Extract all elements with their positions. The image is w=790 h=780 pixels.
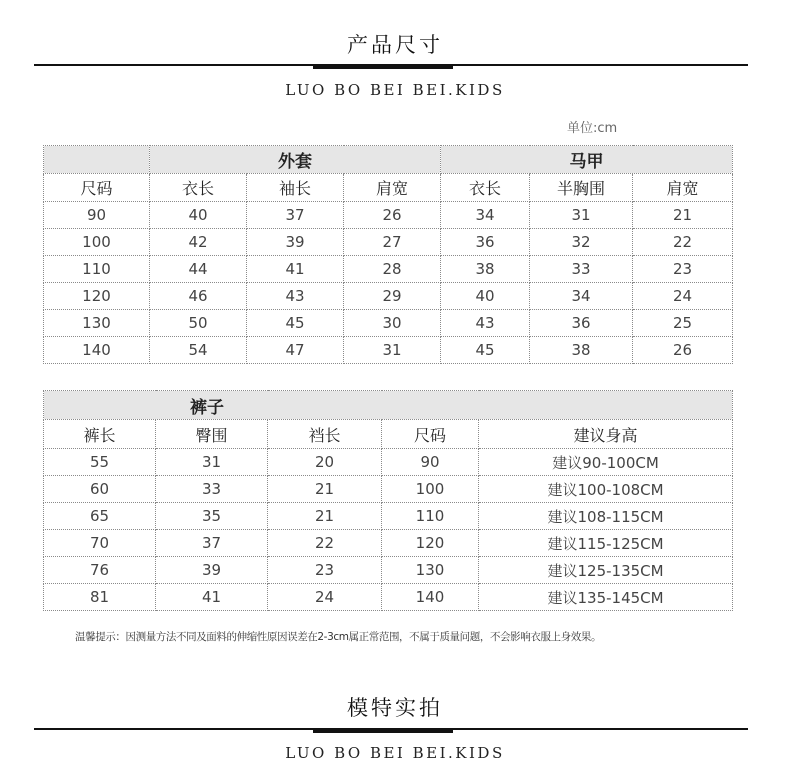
column-header: 裤长 bbox=[44, 420, 156, 449]
table-row bbox=[44, 503, 733, 530]
column-header: 衣长 bbox=[441, 174, 530, 202]
table-cell: 42 bbox=[150, 229, 247, 256]
table-cell: 38 bbox=[441, 256, 530, 283]
table-row bbox=[44, 557, 733, 584]
table-cell: 90 bbox=[44, 202, 150, 229]
table-cell: 41 bbox=[156, 584, 268, 611]
table-cell: 130 bbox=[382, 557, 479, 584]
table-cell: 31 bbox=[344, 337, 441, 364]
column-header: 肩宽 bbox=[344, 174, 441, 202]
table-cell: 35 bbox=[156, 503, 268, 530]
column-header: 半胸围 bbox=[530, 174, 633, 202]
table-cell: 建议125-135CM bbox=[479, 557, 733, 584]
table-row bbox=[44, 229, 733, 256]
model-section-brand: LUO BO BEI BEI.KIDS bbox=[285, 744, 505, 762]
table-cell: 140 bbox=[44, 337, 150, 364]
table-cell: 22 bbox=[268, 530, 382, 557]
column-header: 衣长 bbox=[150, 174, 247, 202]
column-header: 肩宽 bbox=[633, 174, 733, 202]
table-cell: 39 bbox=[156, 557, 268, 584]
table-cell: 34 bbox=[530, 283, 633, 310]
table-cell: 23 bbox=[268, 557, 382, 584]
table-cell: 31 bbox=[530, 202, 633, 229]
table-row bbox=[44, 530, 733, 557]
table-cell: 32 bbox=[530, 229, 633, 256]
table-cell: 建议100-108CM bbox=[479, 476, 733, 503]
table-cell: 37 bbox=[247, 202, 344, 229]
table-cell: 29 bbox=[344, 283, 441, 310]
table-cell: 建议108-115CM bbox=[479, 503, 733, 530]
table-cell: 55 bbox=[44, 449, 156, 476]
table-cell: 46 bbox=[150, 283, 247, 310]
table-cell: 23 bbox=[633, 256, 733, 283]
table-cell: 60 bbox=[44, 476, 156, 503]
jacket-group-header: 外套 bbox=[150, 146, 441, 174]
table-cell: 44 bbox=[150, 256, 247, 283]
table-row bbox=[44, 476, 733, 503]
table-cell: 25 bbox=[633, 310, 733, 337]
table-cell: 21 bbox=[268, 503, 382, 530]
size-section-brand: LUO BO BEI BEI.KIDS bbox=[285, 81, 505, 99]
table-cell: 26 bbox=[633, 337, 733, 364]
corner-cell bbox=[44, 146, 150, 174]
table-cell: 39 bbox=[247, 229, 344, 256]
column-header: 裆长 bbox=[268, 420, 382, 449]
table-cell: 26 bbox=[344, 202, 441, 229]
table-cell: 43 bbox=[441, 310, 530, 337]
table-cell: 54 bbox=[150, 337, 247, 364]
table-row bbox=[44, 310, 733, 337]
table-row bbox=[44, 449, 733, 476]
table-row bbox=[44, 584, 733, 611]
table-cell: 21 bbox=[633, 202, 733, 229]
table-cell: 建议115-125CM bbox=[479, 530, 733, 557]
column-header-row bbox=[44, 420, 733, 449]
table-cell: 45 bbox=[441, 337, 530, 364]
pants-size-table bbox=[43, 390, 733, 611]
table-cell: 24 bbox=[633, 283, 733, 310]
table-cell: 100 bbox=[44, 229, 150, 256]
table-cell: 38 bbox=[530, 337, 633, 364]
table-cell: 36 bbox=[441, 229, 530, 256]
table-cell: 24 bbox=[268, 584, 382, 611]
column-header: 尺码 bbox=[44, 174, 150, 202]
table-cell: 110 bbox=[44, 256, 150, 283]
table-cell: 27 bbox=[344, 229, 441, 256]
table-cell: 建议90-100CM bbox=[479, 449, 733, 476]
group-header-row bbox=[44, 146, 733, 174]
model-section-title: 模特实拍 bbox=[347, 696, 443, 720]
table-cell: 28 bbox=[344, 256, 441, 283]
measurement-tip: 温馨提示：因测量方法不同及面料的伸缩性原因误差在2-3cm属正常范围，不属于质量问题，不会影响衣服上身效果。 bbox=[75, 631, 602, 643]
jacket-vest-size-table bbox=[43, 145, 733, 364]
pants-table-title: 裤子 bbox=[44, 391, 733, 420]
table-cell: 21 bbox=[268, 476, 382, 503]
table-cell: 建议135-145CM bbox=[479, 584, 733, 611]
table-cell: 100 bbox=[382, 476, 479, 503]
table-cell: 110 bbox=[382, 503, 479, 530]
pants-title-row bbox=[44, 391, 733, 420]
table-cell: 20 bbox=[268, 449, 382, 476]
table-cell: 31 bbox=[156, 449, 268, 476]
table-cell: 120 bbox=[44, 283, 150, 310]
table-cell: 30 bbox=[344, 310, 441, 337]
table-cell: 22 bbox=[633, 229, 733, 256]
table-row bbox=[44, 283, 733, 310]
column-header: 臀围 bbox=[156, 420, 268, 449]
column-header: 建议身高 bbox=[479, 420, 733, 449]
table-cell: 43 bbox=[247, 283, 344, 310]
table-cell: 120 bbox=[382, 530, 479, 557]
table-cell: 36 bbox=[530, 310, 633, 337]
table-cell: 45 bbox=[247, 310, 344, 337]
table-cell: 40 bbox=[150, 202, 247, 229]
table-cell: 81 bbox=[44, 584, 156, 611]
table-cell: 34 bbox=[441, 202, 530, 229]
size-section-accent bbox=[34, 64, 748, 78]
table-cell: 37 bbox=[156, 530, 268, 557]
table-cell: 50 bbox=[150, 310, 247, 337]
table-cell: 70 bbox=[44, 530, 156, 557]
model-section-accent bbox=[34, 728, 748, 742]
table-cell: 65 bbox=[44, 503, 156, 530]
column-header-row bbox=[44, 174, 733, 202]
table-cell: 40 bbox=[441, 283, 530, 310]
table-cell: 140 bbox=[382, 584, 479, 611]
table-cell: 41 bbox=[247, 256, 344, 283]
table-cell: 130 bbox=[44, 310, 150, 337]
size-section-title: 产品尺寸 bbox=[347, 33, 443, 57]
table-row bbox=[44, 337, 733, 364]
table-cell: 33 bbox=[530, 256, 633, 283]
table-row bbox=[44, 202, 733, 229]
vest-group-header: 马甲 bbox=[441, 146, 733, 174]
table-cell: 90 bbox=[382, 449, 479, 476]
table-cell: 76 bbox=[44, 557, 156, 584]
table-cell: 33 bbox=[156, 476, 268, 503]
table-row bbox=[44, 256, 733, 283]
column-header: 袖长 bbox=[247, 174, 344, 202]
column-header: 尺码 bbox=[382, 420, 479, 449]
unit-label: 单位:cm bbox=[567, 121, 618, 136]
table-cell: 47 bbox=[247, 337, 344, 364]
